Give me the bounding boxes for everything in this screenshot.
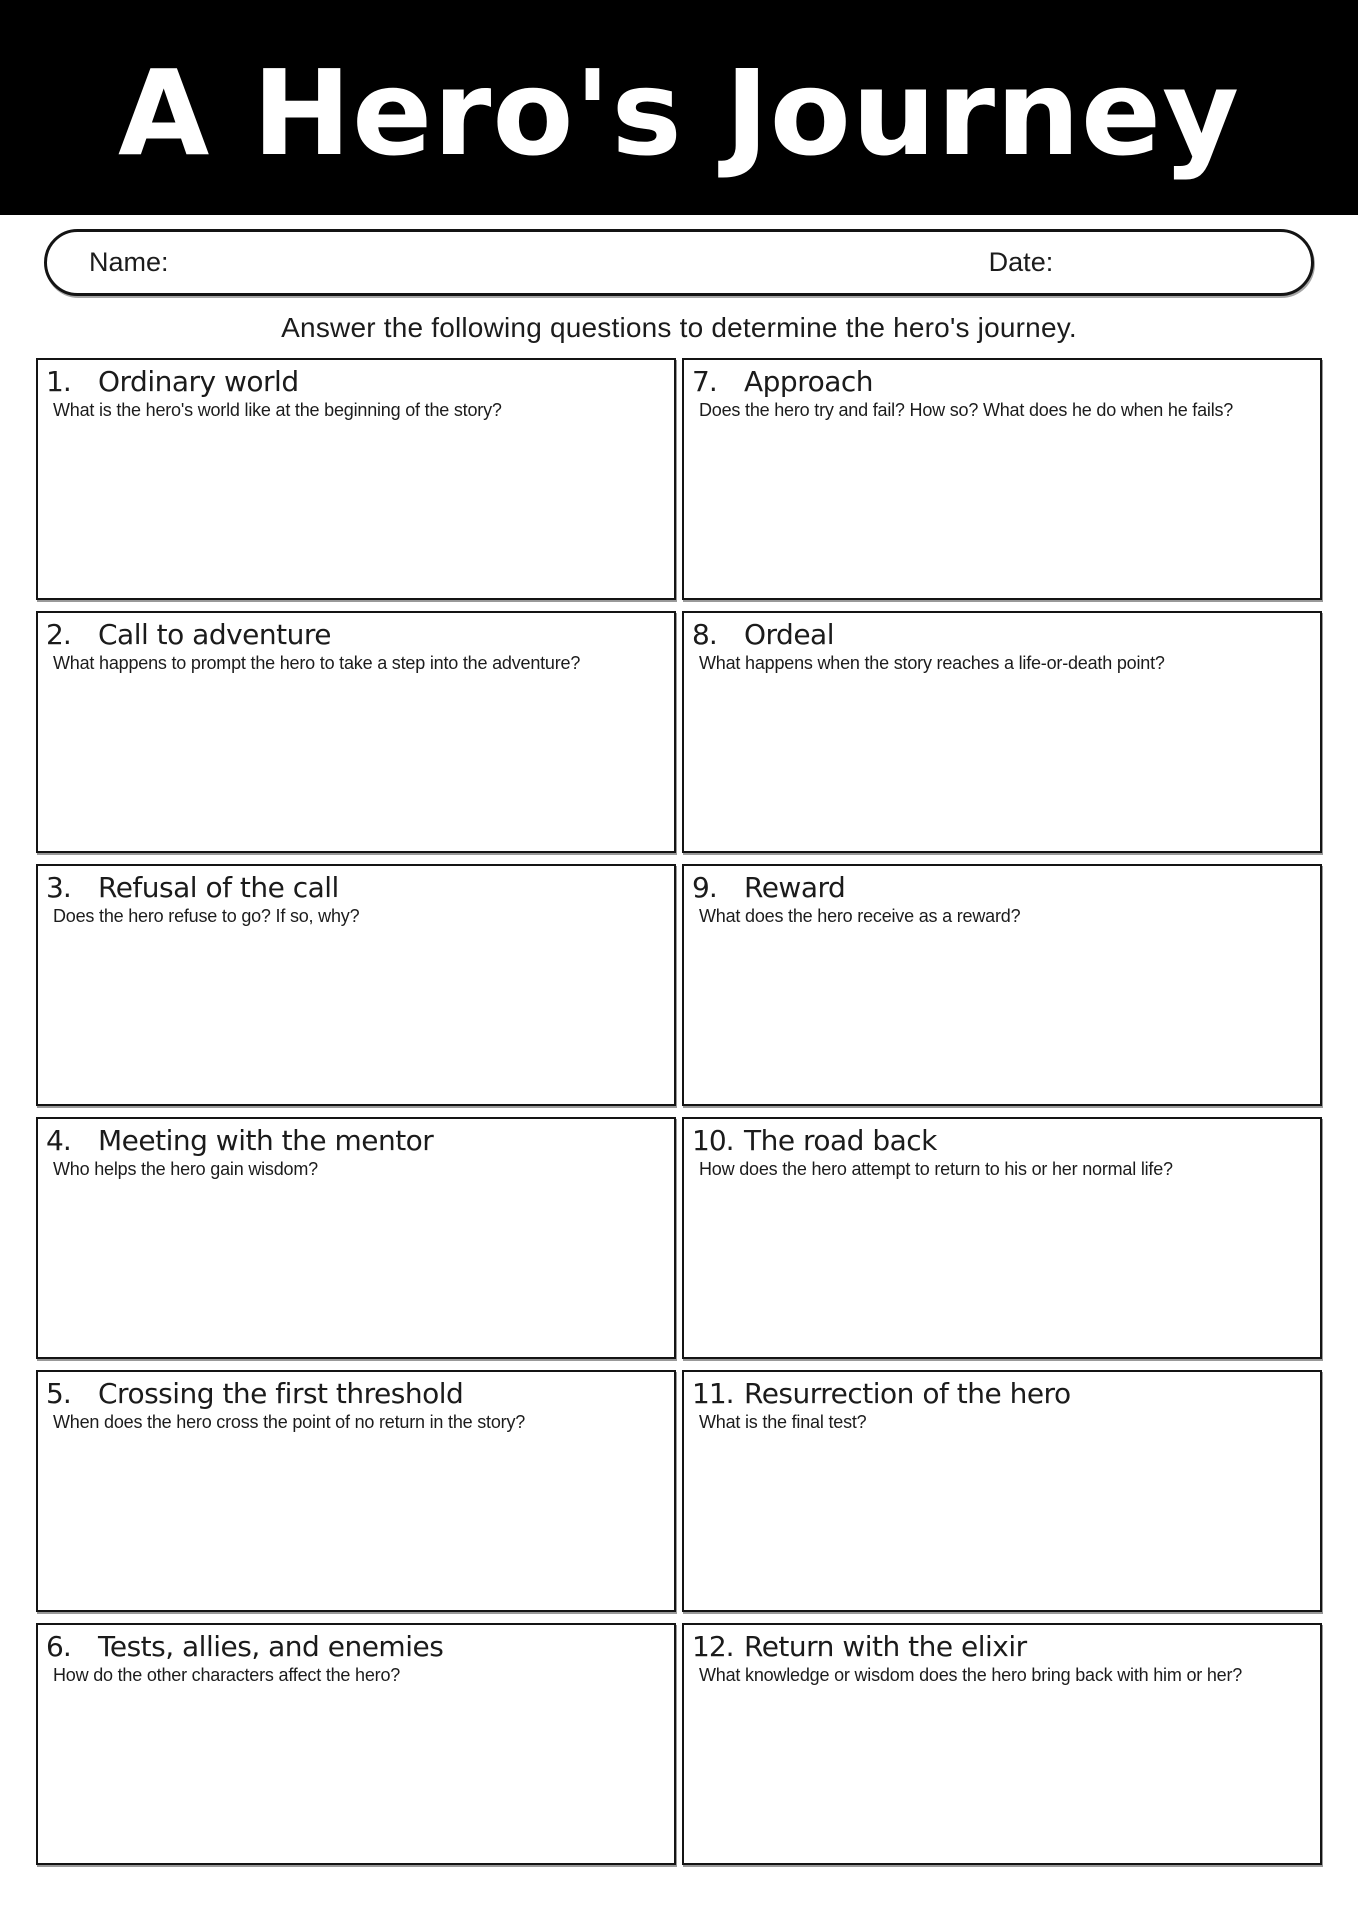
box-title: Meeting with the mentor (98, 1124, 434, 1157)
box-heading (44, 871, 666, 905)
journey-box (36, 611, 676, 853)
box-heading (44, 1630, 666, 1664)
box-title: Return with the elixir (744, 1630, 1027, 1663)
box-number: 10. (692, 1124, 734, 1157)
answer-area (690, 1180, 1312, 1350)
box-number: 3. (46, 871, 71, 904)
box-question: When does the hero cross the point of no return in the story? (53, 1412, 526, 1432)
box-number: 1. (46, 365, 71, 398)
answer-area (44, 674, 666, 844)
journey-box (36, 1117, 676, 1359)
box-heading (690, 871, 1312, 905)
box-heading (690, 1630, 1312, 1664)
answer-area (690, 927, 1312, 1097)
box-title: Call to adventure (98, 618, 331, 651)
box-question: How do the other characters affect the hero? (53, 1665, 401, 1685)
box-question: Does the hero refuse to go? If so, why? (53, 906, 360, 926)
box-number: 11. (692, 1377, 734, 1410)
journey-box (36, 358, 676, 600)
answer-area (690, 1686, 1312, 1856)
answer-area (44, 927, 666, 1097)
journey-box (682, 1117, 1322, 1359)
answer-area (44, 1686, 666, 1856)
answer-area (44, 421, 666, 591)
box-question: What knowledge or wisdom does the hero bring back with him or her? (699, 1665, 1243, 1685)
journey-box (36, 1370, 676, 1612)
answer-area (44, 1180, 666, 1350)
instruction-text: Answer the following questions to determine the hero's journey. (281, 312, 1077, 343)
journey-box (36, 864, 676, 1106)
journey-box (682, 1623, 1322, 1865)
box-question: What does the hero receive as a reward? (699, 906, 1021, 926)
box-heading (44, 618, 666, 652)
box-number: 9. (692, 871, 717, 904)
box-number: 8. (692, 618, 717, 651)
box-number: 12. (692, 1630, 734, 1663)
answer-area (690, 674, 1312, 844)
box-heading (690, 618, 1312, 652)
page-title: A Hero's Journey (117, 43, 1241, 182)
box-question: Who helps the hero gain wisdom? (53, 1159, 318, 1179)
box-title: Resurrection of the hero (744, 1377, 1071, 1410)
box-number: 5. (46, 1377, 71, 1410)
box-question: What happens when the story reaches a life-or-death point? (699, 653, 1165, 673)
box-number: 7. (692, 365, 717, 398)
box-number: 2. (46, 618, 71, 651)
name-label: Name: (89, 247, 169, 277)
box-question: What is the hero's world like at the beginning of the story? (53, 400, 502, 420)
date-label: Date: (988, 247, 1054, 277)
box-heading (690, 365, 1312, 399)
journey-box (682, 611, 1322, 853)
box-number: 6. (46, 1630, 71, 1663)
box-title: Refusal of the call (98, 871, 339, 904)
box-question: What is the final test? (699, 1412, 867, 1432)
box-heading (690, 1377, 1312, 1411)
box-title: Ordeal (744, 618, 834, 651)
journey-box (36, 1623, 676, 1865)
answer-area (44, 1433, 666, 1603)
box-heading (44, 1124, 666, 1158)
journey-box (682, 1370, 1322, 1612)
box-heading (44, 365, 666, 399)
answer-area (690, 421, 1312, 591)
box-title: Reward (744, 871, 846, 904)
name-date-bar (44, 229, 1314, 296)
title-banner (0, 0, 1358, 215)
box-title: Crossing the first threshold (98, 1377, 464, 1410)
box-title: Ordinary world (98, 365, 299, 398)
box-number: 4. (46, 1124, 71, 1157)
box-heading (690, 1124, 1312, 1158)
box-title: Tests, allies, and enemies (98, 1630, 444, 1663)
box-title: The road back (744, 1124, 937, 1157)
box-title: Approach (744, 365, 874, 398)
questions-grid (36, 358, 1322, 1865)
journey-box (682, 358, 1322, 600)
journey-box (682, 864, 1322, 1106)
box-heading (44, 1377, 666, 1411)
answer-area (690, 1433, 1312, 1603)
box-question: What happens to prompt the hero to take a step into the adventure? (53, 653, 581, 673)
box-question: How does the hero attempt to return to his or her normal life? (699, 1159, 1173, 1179)
box-question: Does the hero try and fail? How so? What does he do when he fails? (699, 400, 1234, 420)
